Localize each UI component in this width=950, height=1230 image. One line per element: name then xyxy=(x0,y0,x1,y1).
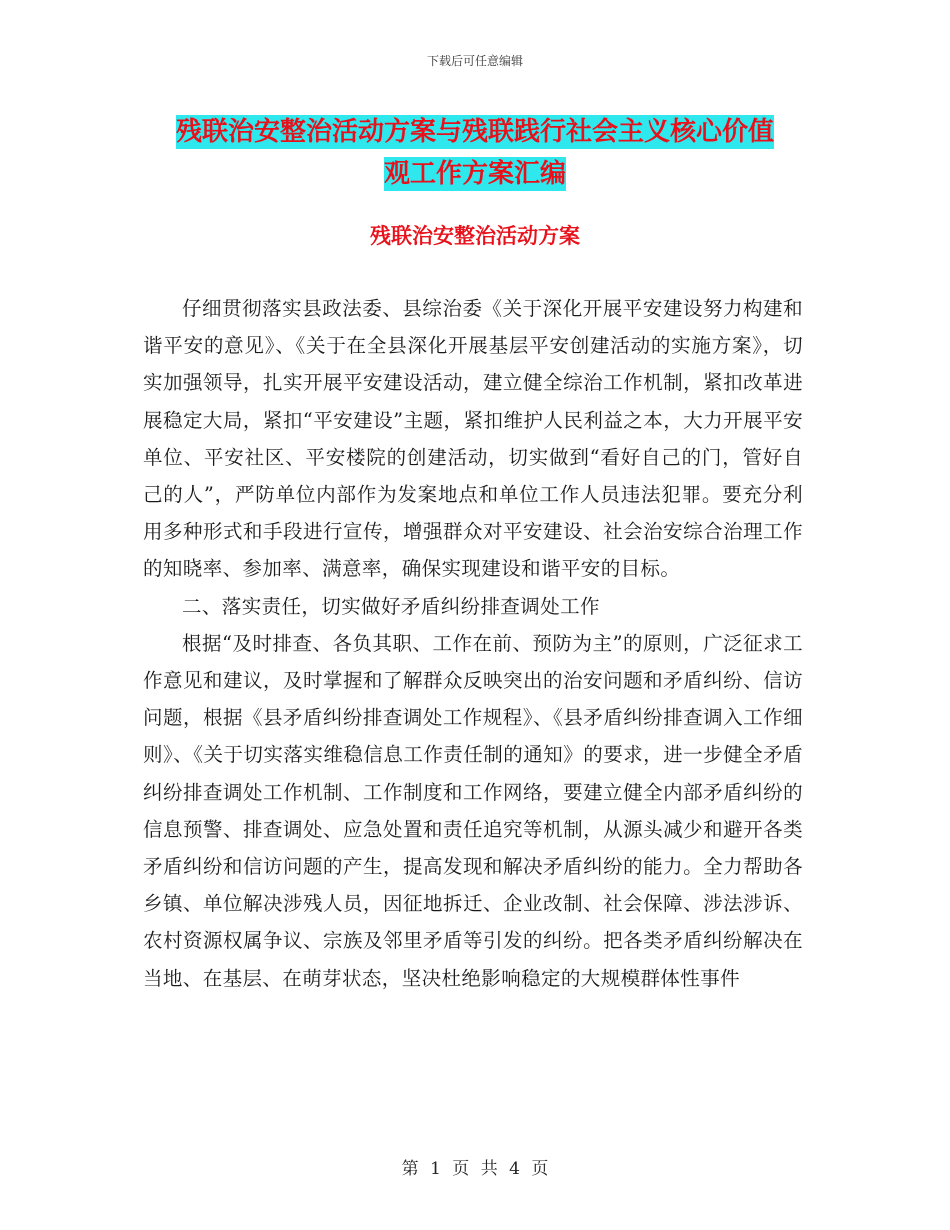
document-title-line-1 xyxy=(150,114,800,150)
paragraph-intro: 仔细贯彻落实县政法委、县综治委《关于深化开展平安建设努力构建和谐平安的意见》、《关于在全县深化开展基层平安创建活动的实施方案》，切实加强领导，扎实开展平安建设活动，建立健全综治工作机制，紧扣改革进展稳定大局，紧扣“平安建设”主题，紧扣维护人民利益之本，大力开展平安单位、平安社区、平安楼院的创建活动，切实做到“看好自己的门，管好自己的人”，严防单位内部作为发案地点和单位工作人员违法犯罪。要充分利用多种形式和手段进行宣传，增强群众对平安建设、社会治安综合治理工作的知晓率、参加率、满意率，确保实现建设和谐平安的目标。 xyxy=(143,297,803,581)
section-title: 残联治安整治活动方案 xyxy=(370,223,580,248)
header-note: 下载后可任意编辑 xyxy=(426,54,523,68)
document-title-line-2 xyxy=(150,156,800,192)
title-highlight-2: 观工作方案汇编 xyxy=(383,159,566,189)
document-body xyxy=(143,290,803,997)
paragraph-dispute-handling: 根据“及时排查、各负其职、工作在前、预防为主”的原则，广泛征求工作意见和建议，及时掌握和了解群众反映突出的治安问题和矛盾纠纷、信访问题，根据《县矛盾纠纷排查调处工作规程》、《县矛盾纠纷排查调入工作细则》、《关于切实落实维稳信息工作责任制的通知》的要求，进一步健全矛盾纠纷排查调处工作机制、工作制度和工作网络，要建立健全内部矛盾纠纷的信息预警、排查调处、应急处置和责任追究等机制，从源头减少和避开各类矛盾纠纷和信访问题的产生，提高发现和解决矛盾纠纷的能力。全力帮助各乡镇、单位解决涉残人员，因征地拆迁、企业改制、社会保障、涉法涉诉、农村资源权属争议、宗族及邻里矛盾等引发的纠纷。把各类矛盾纠纷解决在当地、在基层、在萌芽状态，坚决杜绝影响稳定的大规模群体性事件 xyxy=(143,631,803,990)
paragraph-heading-2: 二、落实责任，切实做好矛盾纠纷排查调处工作 xyxy=(182,594,600,618)
page-footer: 第 1 页 共 4 页 xyxy=(401,1159,549,1179)
title-highlight-1: 残联治安整治活动方案与残联践行社会主义核心价值 xyxy=(175,117,774,147)
